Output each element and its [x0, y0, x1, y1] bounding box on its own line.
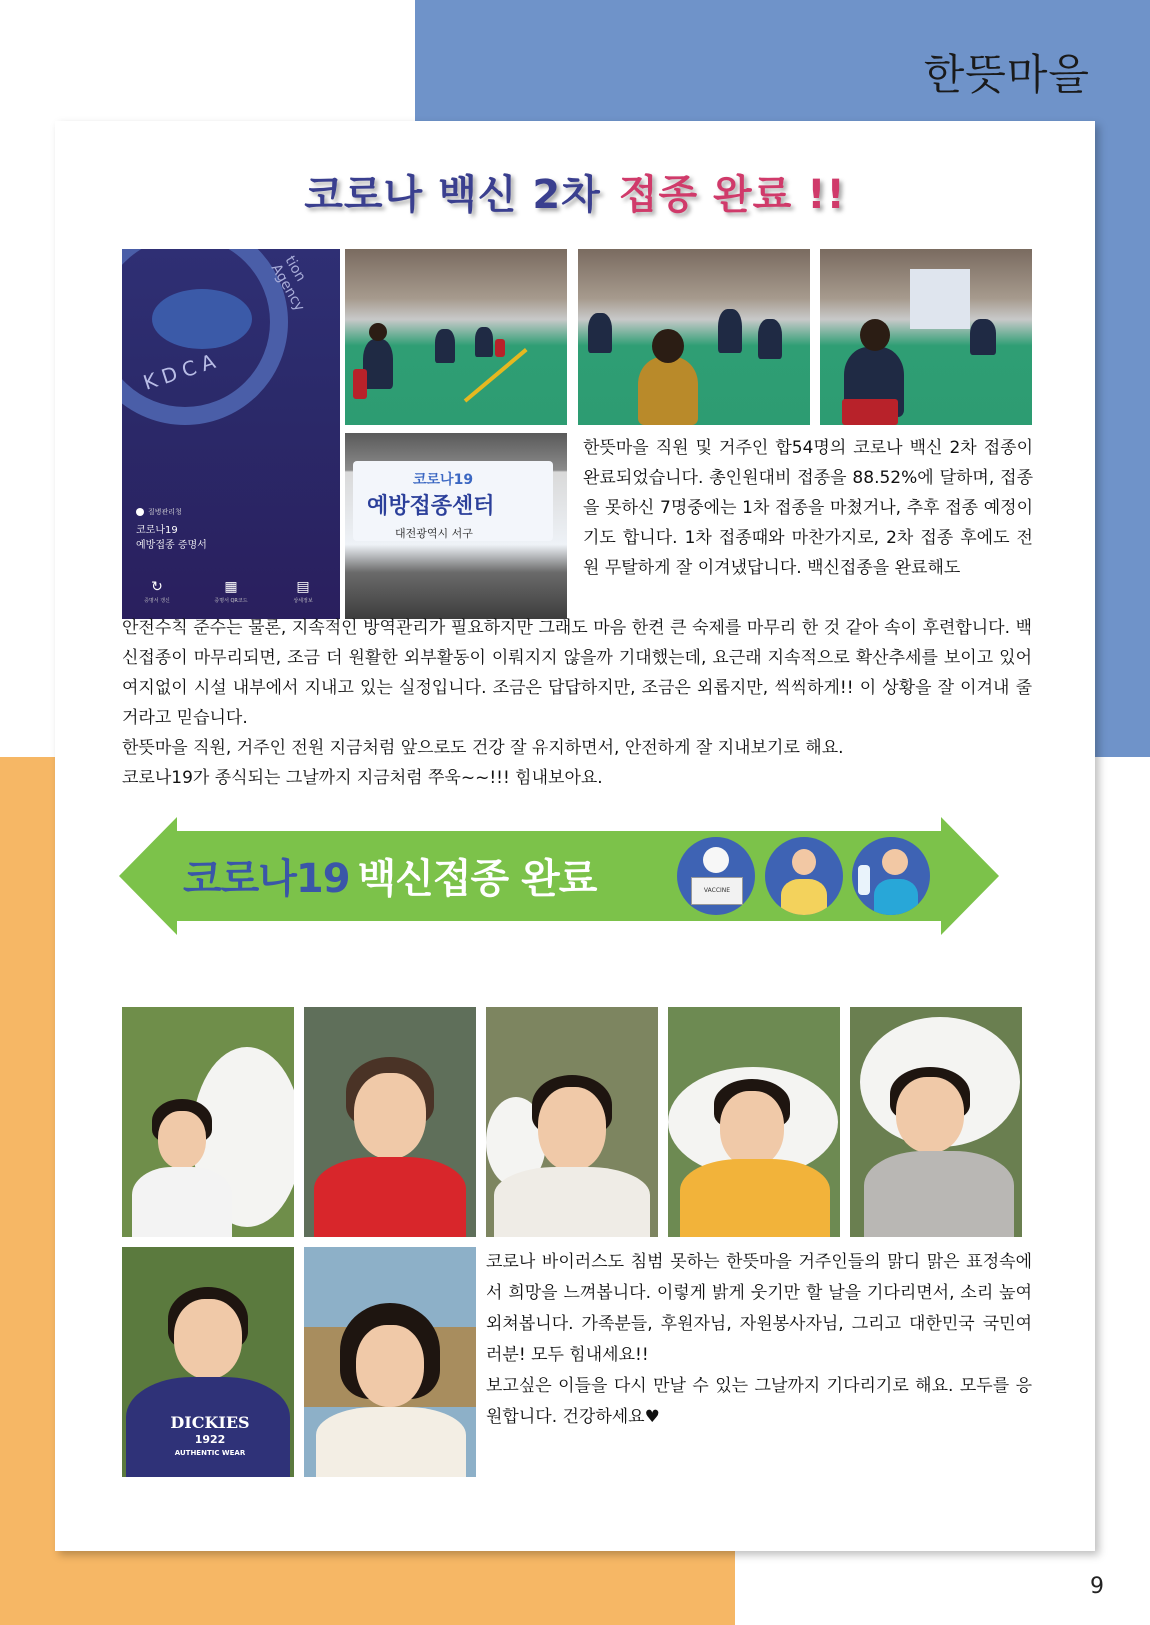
- article-paragraph-3: 코로나19가 종식되는 그날까지 지금처럼 쭈욱~~!!! 힘내보아요.: [122, 768, 603, 788]
- document-icon: ▤ 상세정보: [278, 579, 328, 604]
- article-paragraph-1: 안전수칙 준수는 물론, 지속적인 방역관리가 필요하지만 그래도 마음 한켠 큰 숙제를 마무리 한 것 같아 속이 후련합니다. 백신접종이 마무리되면, 조금 더 원활한 외부활동이 이뤄지지 않을까 기대했는데, 요근래 지속적으로 확산추세를 보이고 있어 여지없이 시설 내부에서 지내고 있는 실정입니다. 조금은 답답하지만, 조금은 외롭지만, 씩씩하게!! 이 상황을 잘 이겨내 줄거라고 믿습니다.: [122, 618, 1032, 728]
- red-shirt: [314, 1157, 466, 1237]
- article-title-part1: 코로나 백신 2차: [304, 172, 601, 218]
- vaccination-hall-photo-3: [820, 249, 1032, 425]
- qr-code-icon: ▦ 증명서 QR코드: [206, 579, 256, 604]
- kdca-small-logo-icon: [136, 508, 144, 516]
- face: [896, 1077, 964, 1153]
- person-seated: [588, 313, 612, 353]
- vaccine-banner-title-part1: 코로나19: [183, 856, 350, 902]
- closing-paragraph: [486, 1247, 1032, 1433]
- person-seated: [970, 319, 996, 355]
- vaccination-hall-photo-1: [345, 249, 567, 425]
- syringe: [858, 865, 870, 895]
- page-number: 9: [1090, 1574, 1104, 1599]
- nurse-face: [882, 849, 908, 875]
- striped-shirt: [316, 1407, 466, 1477]
- person-seated: [363, 339, 393, 389]
- chair: [495, 339, 505, 357]
- nurse-syringe-icon: [852, 837, 930, 915]
- article-paragraph-full: [122, 613, 1032, 793]
- person-seated: [758, 319, 782, 359]
- shirt-print-1: DICKIES: [170, 1413, 250, 1432]
- person-head: [860, 319, 890, 351]
- worker-helmet: [703, 847, 729, 873]
- vaccine-banner-title-part2: 백신접종 완료: [357, 856, 597, 902]
- person-seated: [475, 327, 493, 357]
- nurse-uniform: [874, 879, 918, 915]
- vaccinated-person-icon: [765, 837, 843, 915]
- person-yellow-shirt: [638, 357, 698, 425]
- person-head: [652, 329, 684, 363]
- resident-photo-1: [122, 1007, 294, 1237]
- yellow-sweater: [680, 1159, 830, 1237]
- face: [356, 1325, 424, 1407]
- white-shirt: [132, 1167, 232, 1237]
- resident-photo-2: [304, 1007, 476, 1237]
- article-title: [55, 163, 1095, 220]
- certificate-line2: 예방접종 증명서: [136, 540, 207, 551]
- resident-photo-3: [486, 1007, 658, 1237]
- person-shirt: [781, 879, 827, 915]
- face: [720, 1091, 784, 1167]
- face: [158, 1111, 206, 1169]
- certificate-logo-caption: 질병관리청: [148, 508, 182, 516]
- resident-photo-5: [850, 1007, 1022, 1237]
- person-seated: [718, 309, 742, 353]
- shirt-print-3: AUTHENTIC WEAR: [174, 1449, 246, 1457]
- content-card: [55, 121, 1095, 1551]
- refresh-label: 증명서 갱신: [144, 598, 170, 604]
- refresh-icon: ↻ 증명서 갱신: [132, 579, 182, 604]
- grey-sweater: [864, 1151, 1014, 1237]
- certificate-line1: 코로나19: [136, 525, 178, 536]
- vaccine-worker-icon: [677, 837, 755, 915]
- closing-paragraph-1: 코로나 바이러스도 침범 못하는 한뜻마을 거주인들의 맑디 맑은 표정속에서 희망을 느껴봅니다. 이렇게 밝게 웃기만 할 날을 기다리면서, 소리 높여 외쳐봅니다. 가족분들, 후원자님, 자원봉사자님, 그리고 대한민국 국민여러분! 모두 힘내세요!!: [486, 1252, 1032, 1365]
- vaccine-banner-title: [183, 847, 596, 904]
- chair-number: [842, 399, 898, 425]
- vaccination-center-banner-photo: [345, 433, 567, 619]
- shirt-print-2: 1922: [194, 1433, 226, 1446]
- article-paragraph-2: 한뜻마을 직원, 거주인 전원 지금처럼 앞으로도 건강 잘 유지하면서, 안전하게 잘 지내보기로 해요.: [122, 738, 844, 758]
- face: [538, 1087, 606, 1171]
- resident-photo-6: [122, 1247, 294, 1477]
- face: [174, 1299, 242, 1379]
- vaccine-box: VACCINE: [691, 877, 743, 905]
- face: [354, 1073, 426, 1159]
- vaccination-hall-photo-2: [578, 249, 810, 425]
- kdca-logo-swirl: [152, 289, 252, 349]
- banner-photo-line2: 예방접종센터: [367, 494, 495, 519]
- resident-photo-4: [668, 1007, 840, 1237]
- qr-code-label: 증명서 QR코드: [214, 598, 248, 604]
- vaccination-certificate-image: [122, 249, 340, 619]
- resident-photo-7: [304, 1247, 476, 1477]
- chair: [353, 369, 367, 399]
- booth: [910, 269, 970, 329]
- article-title-part2: 접종 완료 !!: [618, 172, 846, 218]
- kdca-text: KDCA: [140, 347, 224, 395]
- agency-text: tion Agency: [267, 253, 309, 315]
- person-head: [369, 323, 387, 341]
- closing-paragraph-2: 보고싶은 이들을 다시 만날 수 있는 그날까지 기다리기로 해요. 모두를 응원합니다. 건강하세요♥: [486, 1376, 1032, 1427]
- person-seated: [435, 329, 455, 363]
- cream-shirt: [494, 1167, 650, 1237]
- article-paragraph-side-text: 한뜻마을 직원 및 거주인 합54명의 코로나 백신 2차 접종이 완료되었습니다. 총인원대비 접종을 88.52%에 달하며, 접종을 못하신 7명중에는 1차 접종을 마쳤거나, 추후 접종 예정이기도 합니다. 1차 접종때와 마찬가지로, 2차 접종 후에도 전원 무탈하게 잘 이겨냈답니다. 백신접종을 완료해도: [583, 438, 1033, 578]
- banner-photo-line3: 대전광역시 서구: [395, 527, 473, 540]
- person-face: [792, 849, 816, 875]
- certificate-logo: [136, 507, 182, 517]
- section-name: 한뜻마을: [923, 50, 1090, 99]
- document-label: 상세정보: [293, 598, 313, 604]
- article-paragraph-side: [583, 433, 1033, 583]
- banner-photo-line1: 코로나19: [413, 472, 474, 488]
